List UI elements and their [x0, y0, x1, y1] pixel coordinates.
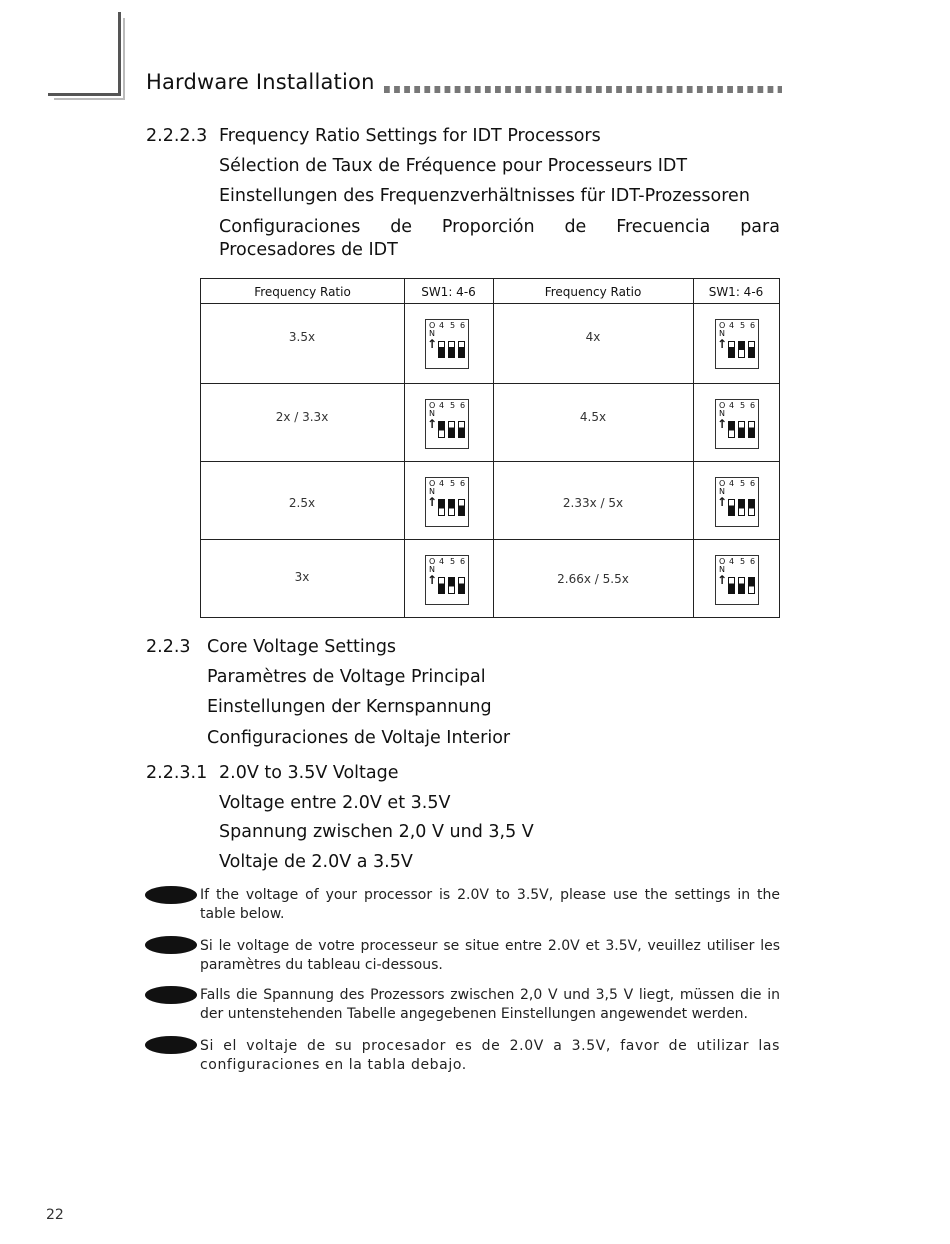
section-title-fr: Paramètres de Voltage Principal	[207, 667, 486, 687]
dip-pin-number: 5	[740, 321, 746, 330]
dip-switch-4	[438, 499, 445, 516]
header-title: Hardware Installation	[146, 70, 375, 94]
dip-switch-6	[458, 341, 465, 358]
dip-pin-number: 5	[450, 321, 456, 330]
dip-switch-4	[728, 421, 735, 438]
dip-pin-number: 6	[750, 557, 756, 566]
dip-switch-5	[448, 421, 455, 438]
table-cell-ratio: 4.5x	[579, 410, 607, 424]
dip-switch-5	[738, 421, 745, 438]
dip-switch-diagram	[715, 477, 759, 527]
up-arrow-icon: ↑	[427, 495, 438, 509]
corner-mark	[118, 12, 121, 94]
table-cell-ratio: 3x	[294, 570, 310, 584]
language-marker-icon	[145, 1036, 197, 1054]
dip-pin-number: 5	[740, 557, 746, 566]
dip-switch-6	[458, 499, 465, 516]
dip-switch-diagram	[425, 399, 469, 449]
up-arrow-icon: ↑	[717, 417, 728, 431]
dip-on-label: O	[719, 557, 726, 566]
section-title-en: Frequency Ratio Settings for IDT Processors	[219, 126, 601, 146]
section-title-fr: Voltage entre 2.0V et 3.5V	[219, 793, 451, 813]
title-word: Frecuencia	[616, 217, 711, 237]
title-word: Configuraciones	[219, 217, 361, 237]
dip-on-label: O	[429, 479, 436, 488]
table-cell-ratio: 2x / 3.3x	[275, 410, 329, 424]
dip-switch-diagram	[715, 319, 759, 369]
dip-on-label: N	[719, 329, 725, 338]
title-word: para	[740, 217, 780, 237]
up-arrow-icon: ↑	[427, 337, 438, 351]
dip-pin-number: 5	[450, 401, 456, 410]
dip-switch-5	[448, 499, 455, 516]
dip-pin-number: 6	[750, 479, 756, 488]
dip-on-label: N	[429, 409, 435, 418]
dip-pin-number: 5	[740, 479, 746, 488]
dip-on-label: O	[719, 479, 726, 488]
dip-pin-number: 4	[729, 557, 735, 566]
dip-pin-number: 6	[750, 401, 756, 410]
language-marker-icon	[145, 986, 197, 1004]
dip-pin-number: 5	[740, 401, 746, 410]
section-title-es: Configuraciones de Voltaje Interior	[207, 728, 511, 748]
dip-switch-4	[438, 421, 445, 438]
dip-pin-number: 6	[460, 401, 466, 410]
section-title-en: Core Voltage Settings	[207, 637, 397, 657]
dip-on-label: O	[429, 401, 436, 410]
dip-switch-diagram	[425, 319, 469, 369]
dip-switch-diagram	[425, 555, 469, 605]
corner-mark-shadow	[54, 98, 125, 100]
dip-switch-4	[728, 499, 735, 516]
dip-switch-6	[748, 421, 755, 438]
dip-pin-number: 4	[439, 401, 445, 410]
paragraph-en: If the voltage of your processor is 2.0V to 3.5V, please use the settings in the table below.	[200, 887, 780, 922]
corner-mark-shadow	[123, 18, 125, 100]
dip-pin-number: 6	[750, 321, 756, 330]
section-title-de: Einstellungen der Kernspannung	[207, 697, 492, 717]
dip-pin-number: 4	[439, 321, 445, 330]
paragraph-de: Falls die Spannung des Prozessors zwischen 2,0 V und 3,5 V liegt, müssen die in der untenstehenden Tabelle angegebenen Einstellungen angewendet werden.	[200, 987, 780, 1022]
language-marker-icon	[145, 936, 197, 954]
dip-on-label: N	[719, 409, 725, 418]
dip-switch-4	[438, 341, 445, 358]
table-rule	[693, 279, 694, 617]
dip-pin-number: 6	[460, 557, 466, 566]
dip-pin-number: 4	[439, 479, 445, 488]
header-dotted-rule	[384, 86, 782, 93]
dip-on-label: O	[429, 557, 436, 566]
section-title-de: Einstellungen des Frequenzverhältnisses für IDT-Prozessoren	[219, 186, 750, 206]
section-title-es: Voltaje de 2.0V a 3.5V	[219, 852, 413, 872]
table-cell-ratio: 3.5x	[288, 330, 316, 344]
dip-switch-5	[448, 577, 455, 594]
dip-pin-number: 4	[439, 557, 445, 566]
dip-switch-5	[448, 341, 455, 358]
title-word: de	[390, 217, 413, 237]
up-arrow-icon: ↑	[717, 337, 728, 351]
column-header: SW1: 4-6	[421, 285, 476, 299]
dip-pin-number: 5	[450, 557, 456, 566]
frequency-ratio-table	[200, 278, 780, 618]
dip-switch-4	[728, 341, 735, 358]
up-arrow-icon: ↑	[427, 417, 438, 431]
paragraph-es: Si el voltaje de su procesador es de 2.0V a 3.5V, favor de utilizar las configuraciones en la tabla debajo.	[200, 1038, 780, 1073]
dip-pin-number: 6	[460, 479, 466, 488]
section-title-de: Spannung zwischen 2,0 V und 3,5 V	[219, 822, 534, 842]
dip-on-label: N	[429, 565, 435, 574]
section-number: 2.2.3	[146, 637, 191, 657]
dip-switch-diagram	[715, 399, 759, 449]
dip-switch-6	[748, 499, 755, 516]
dip-on-label: N	[719, 565, 725, 574]
dip-switch-6	[458, 577, 465, 594]
section-number: 2.2.3.1	[146, 763, 208, 783]
dip-switch-5	[738, 577, 745, 594]
dip-switch-4	[728, 577, 735, 594]
dip-on-label: O	[719, 321, 726, 330]
up-arrow-icon: ↑	[717, 495, 728, 509]
column-header: SW1: 4-6	[708, 285, 764, 299]
up-arrow-icon: ↑	[427, 573, 438, 587]
dip-switch-6	[748, 577, 755, 594]
section-number: 2.2.2.3	[146, 126, 208, 146]
dip-pin-number: 4	[729, 479, 735, 488]
column-header: Frequency Ratio	[254, 285, 351, 299]
dip-switch-diagram	[425, 477, 469, 527]
dip-on-label: N	[429, 487, 435, 496]
table-cell-ratio: 2.33x / 5x	[562, 496, 624, 510]
dip-switch-6	[458, 421, 465, 438]
language-marker-icon	[145, 886, 197, 904]
dip-switch-4	[438, 577, 445, 594]
dip-on-label: N	[719, 487, 725, 496]
paragraph-fr: Si le voltage de votre processeur se situe entre 2.0V et 3.5V, veuillez utiliser les paramètres du tableau ci-dessous.	[200, 938, 780, 973]
table-cell-ratio: 4x	[585, 330, 601, 344]
section-title-es-cont: Procesadores de IDT	[219, 240, 398, 260]
title-word: de	[564, 217, 587, 237]
dip-pin-number: 6	[460, 321, 466, 330]
title-word: Proporción	[441, 217, 535, 237]
up-arrow-icon: ↑	[717, 573, 728, 587]
dip-switch-5	[738, 341, 745, 358]
dip-pin-number: 5	[450, 479, 456, 488]
dip-switch-5	[738, 499, 745, 516]
corner-mark	[48, 93, 121, 96]
dip-pin-number: 4	[729, 321, 735, 330]
table-rule	[404, 279, 405, 617]
table-cell-ratio: 2.66x / 5.5x	[557, 572, 629, 586]
page-number: 22	[46, 1207, 64, 1223]
dip-on-label: N	[429, 329, 435, 338]
column-header: Frequency Ratio	[544, 285, 642, 299]
dip-pin-number: 4	[729, 401, 735, 410]
table-cell-ratio: 2.5x	[288, 496, 316, 510]
section-title-fr: Sélection de Taux de Fréquence pour Processeurs IDT	[219, 156, 688, 176]
section-title-es	[219, 217, 780, 237]
dip-switch-diagram	[715, 555, 759, 605]
section-title-en: 2.0V to 3.5V Voltage	[219, 763, 399, 783]
dip-on-label: O	[429, 321, 436, 330]
dip-on-label: O	[719, 401, 726, 410]
dip-switch-6	[748, 341, 755, 358]
